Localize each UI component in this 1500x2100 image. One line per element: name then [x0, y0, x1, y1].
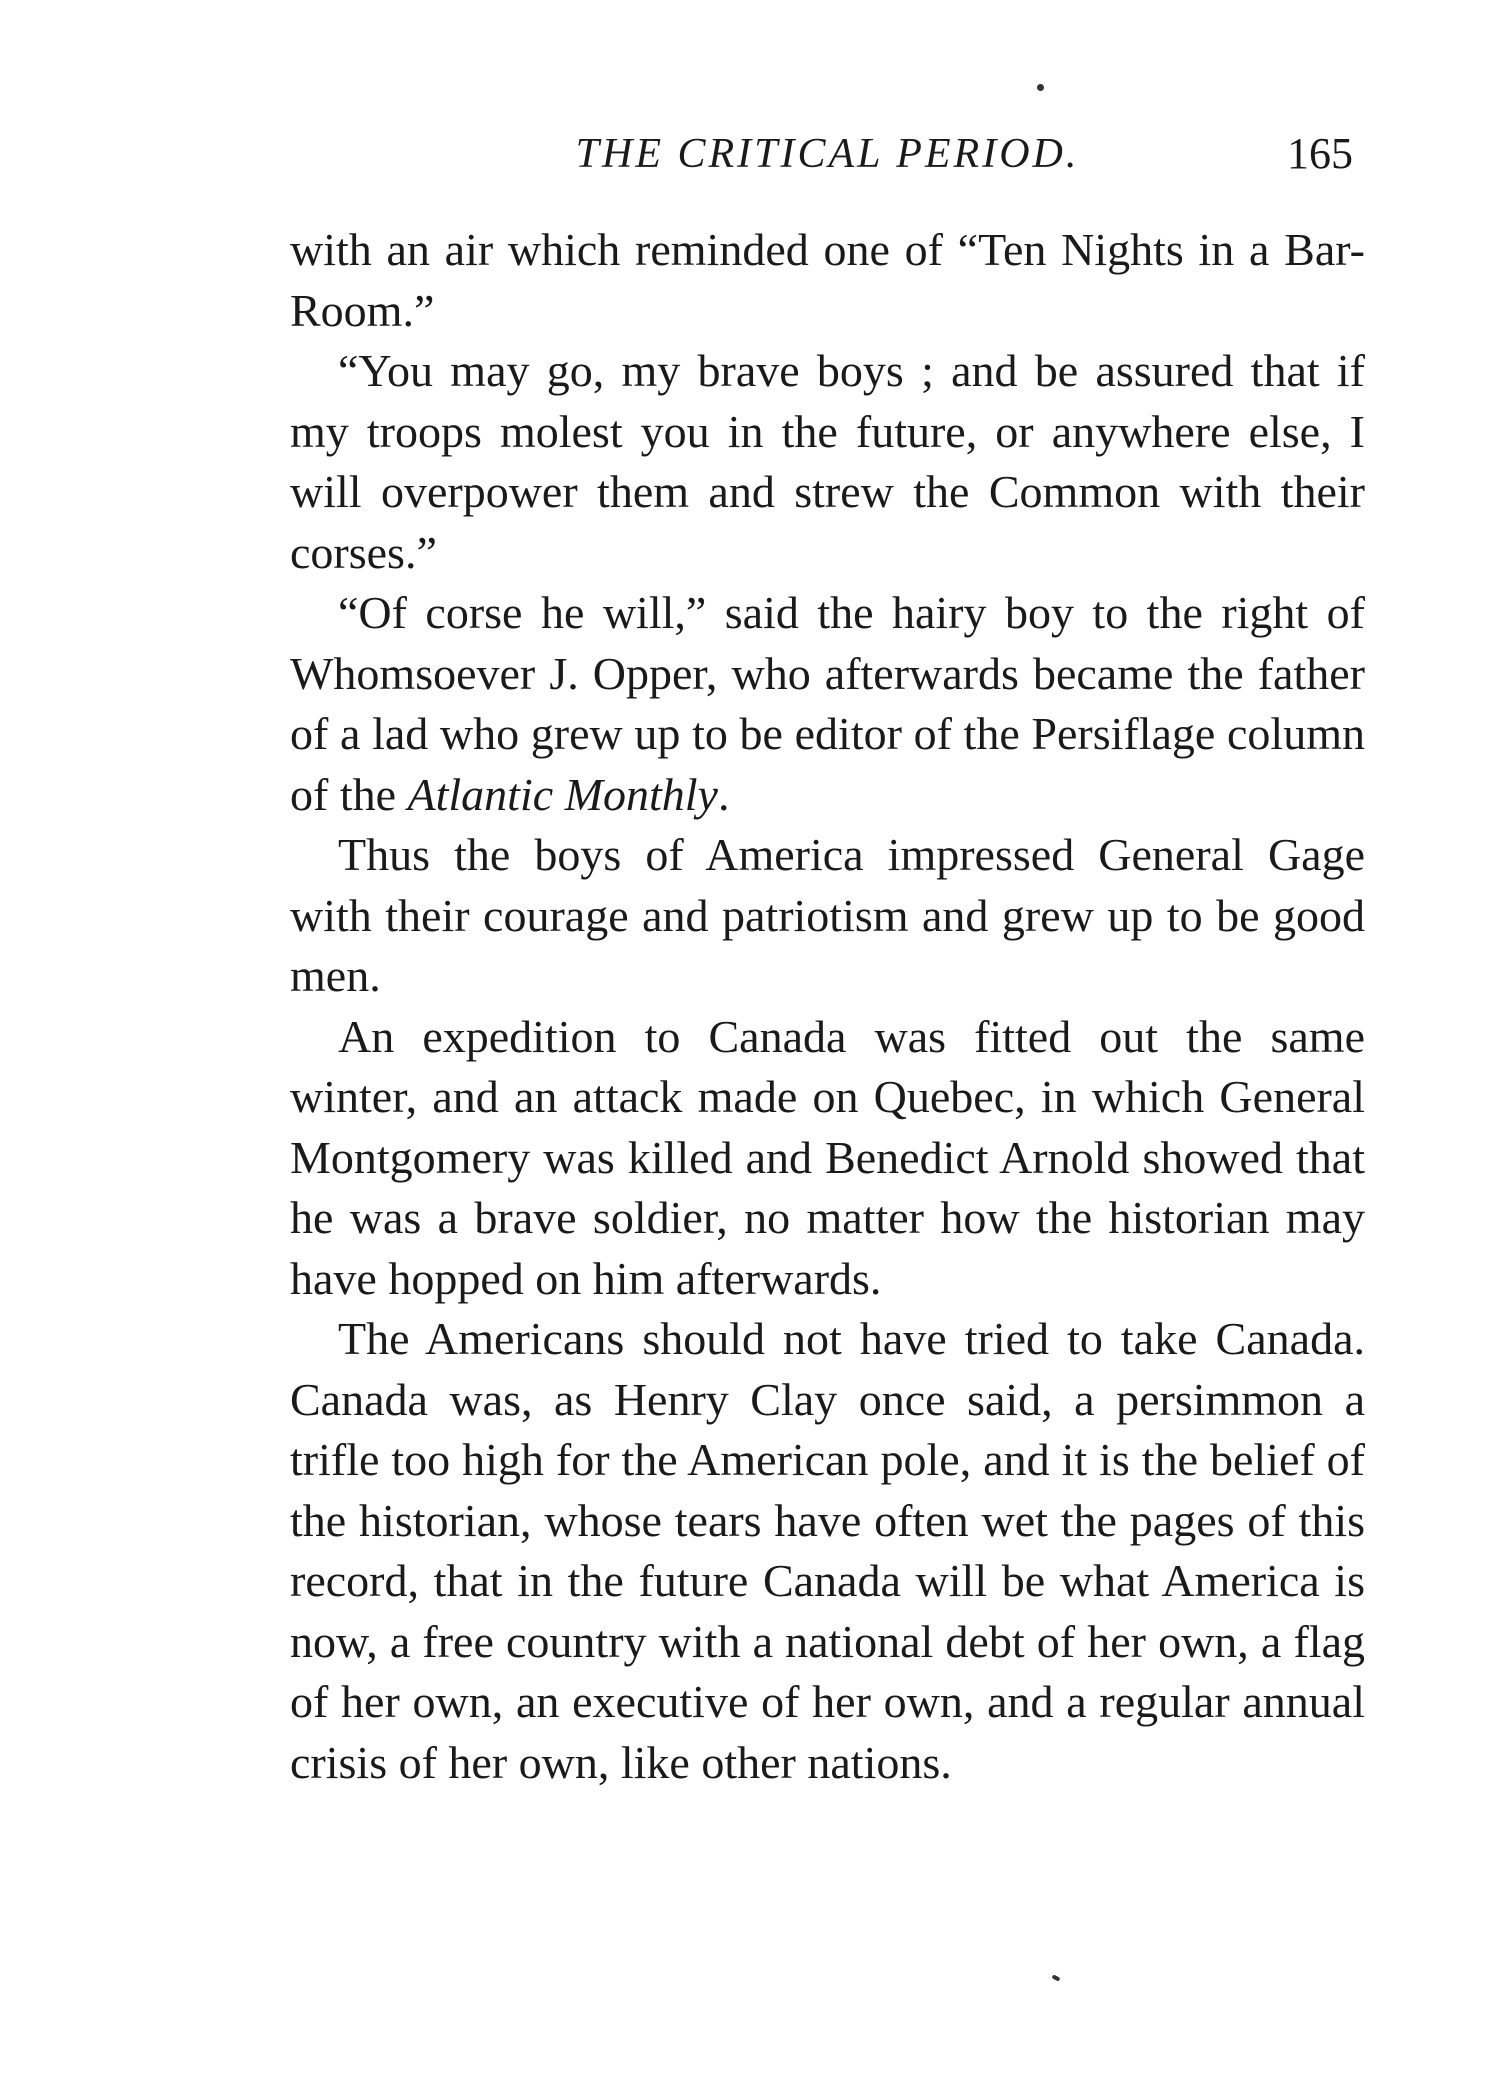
ink-speck: [1037, 84, 1044, 91]
paragraph-4: Thus the boys of America impressed General Gage with their courage and patriotism and grew up to be good men.: [290, 829, 1365, 1001]
running-title: THE CRITICAL PERIOD.: [575, 131, 1080, 177]
paragraph-3: [290, 583, 1365, 825]
italic-title-end: .: [717, 768, 730, 820]
paragraph-2: “You may go, my brave boys ; and be assured that if my troops molest you in the future, or anywhere else, I will overpower them and strew the Common with their corses.”: [290, 345, 1365, 578]
italic-title: Atlantic Monthly: [407, 768, 718, 820]
paragraph-1: with an air which reminded one of “Ten Nights in a Bar-Room.”: [290, 224, 1365, 336]
body-text: [290, 220, 1365, 1793]
paragraph-3-text: “Of corse he will,” said the hairy boy to the right of Whomsoever J. Opper, who afterwards became the father of a lad who grew up to be editor of the Persiflage column of the: [290, 587, 1365, 820]
paragraph-5: An expedition to Canada was fitted out the same winter, and an attack made on Quebec, in which General Montgomery was killed and Benedict Arnold showed that he was a brave soldier, no matter how the historian may have hopped on him afterwards.: [290, 1010, 1365, 1304]
running-head: [290, 128, 1365, 180]
page-number: 165: [1287, 129, 1353, 178]
ink-speck: [1052, 1974, 1061, 1981]
paragraph-6: The Americans should not have tried to take Canada. Canada was, as Henry Clay once said, a persimmon a trifle too high for the American pole, and it is the belief of the historian, whose tears have often wet the pages of this record, that in the future Canada will be what America is now, a free country with a national debt of her own, a flag of her own, an executive of her own, and a regular annual crisis of her own, like other nations.: [290, 1313, 1365, 1788]
